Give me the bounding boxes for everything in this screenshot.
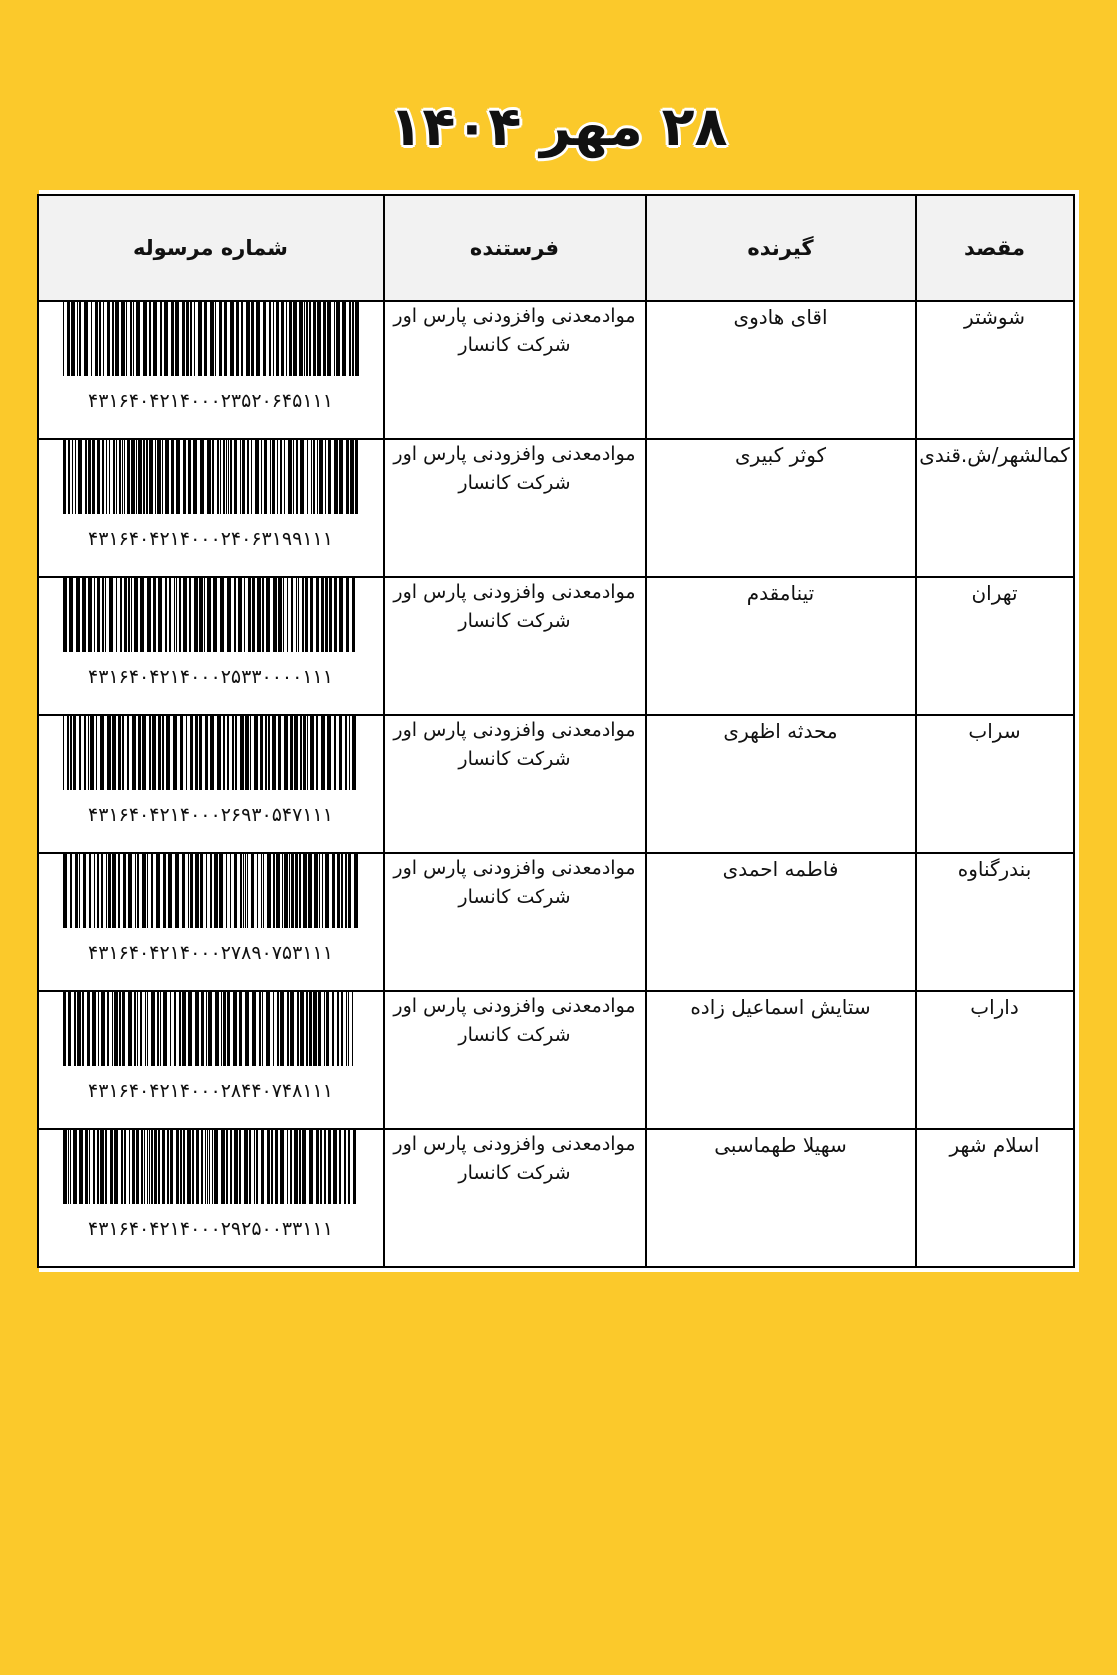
tracking-number: ۴۳۱۶۴۰۴۲۱۴۰۰۰۲۶۹۳۰۵۴۷۱۱۱: [88, 804, 333, 826]
barcode-image: [61, 1130, 361, 1204]
shipments-table-container: [39, 190, 1079, 1272]
cell-sender: موادمعدنی وافزودنی پارس اور شرکت کانسار: [384, 301, 646, 439]
table-row: [38, 439, 1074, 577]
table-row: [38, 991, 1074, 1129]
cell-sender: موادمعدنی وافزودنی پارس اور شرکت کانسار: [384, 991, 646, 1129]
tracking-number: ۴۳۱۶۴۰۴۲۱۴۰۰۰۲۳۵۲۰۶۴۵۱۱۱: [88, 390, 333, 412]
column-header-destination: مقصد: [916, 195, 1074, 301]
cell-receiver: اقای هادوی: [646, 301, 916, 439]
cell-sender: موادمعدنی وافزودنی پارس اور شرکت کانسار: [384, 853, 646, 991]
table-row: [38, 715, 1074, 853]
cell-receiver: کوثر کبیری: [646, 439, 916, 577]
cell-sender: موادمعدنی وافزودنی پارس اور شرکت کانسار: [384, 1129, 646, 1267]
table-body: [38, 301, 1074, 1267]
cell-tracking: [38, 1129, 384, 1267]
table-row: [38, 301, 1074, 439]
barcode-image: [61, 302, 361, 376]
cell-tracking: [38, 715, 384, 853]
tracking-number: ۴۳۱۶۴۰۴۲۱۴۰۰۰۲۷۸۹۰۷۵۳۱۱۱: [88, 942, 333, 964]
cell-destination: داراب: [916, 991, 1074, 1129]
table-header: [38, 195, 1074, 301]
tracking-number: ۴۳۱۶۴۰۴۲۱۴۰۰۰۲۴۰۶۳۱۹۹۱۱۱: [88, 528, 333, 550]
tracking-number: ۴۳۱۶۴۰۴۲۱۴۰۰۰۲۹۲۵۰۰۳۳۱۱۱: [88, 1218, 333, 1240]
cell-destination: اسلام شهر: [916, 1129, 1074, 1267]
cell-destination: شوشتر: [916, 301, 1074, 439]
cell-tracking: [38, 853, 384, 991]
column-header-tracking: شماره مرسوله: [38, 195, 384, 301]
cell-destination: سراب: [916, 715, 1074, 853]
barcode-image: [61, 440, 361, 514]
cell-receiver: تینامقدم: [646, 577, 916, 715]
cell-sender: موادمعدنی وافزودنی پارس اور شرکت کانسار: [384, 439, 646, 577]
cell-tracking: [38, 301, 384, 439]
barcode-image: [61, 854, 361, 928]
cell-destination: تهران: [916, 577, 1074, 715]
cell-receiver: ستایش اسماعیل زاده: [646, 991, 916, 1129]
barcode-image: [61, 716, 361, 790]
table-row: [38, 853, 1074, 991]
cell-destination: کمالشهر/ش.قندی: [916, 439, 1074, 577]
cell-tracking: [38, 577, 384, 715]
tracking-number: ۴۳۱۶۴۰۴۲۱۴۰۰۰۲۵۳۳۰۰۰۰۱۱۱: [88, 666, 333, 688]
column-header-sender: فرستنده: [384, 195, 646, 301]
cell-tracking: [38, 991, 384, 1129]
barcode-image: [61, 578, 361, 652]
page-title: ۲۸ مهر ۱۴۰۴: [389, 95, 728, 158]
cell-sender: موادمعدنی وافزودنی پارس اور شرکت کانسار: [384, 577, 646, 715]
barcode-image: [61, 992, 361, 1066]
cell-receiver: سهیلا طهماسبی: [646, 1129, 916, 1267]
tracking-number: ۴۳۱۶۴۰۴۲۱۴۰۰۰۲۸۴۴۰۷۴۸۱۱۱: [88, 1080, 333, 1102]
cell-sender: موادمعدنی وافزودنی پارس اور شرکت کانسار: [384, 715, 646, 853]
table-row: [38, 577, 1074, 715]
column-header-receiver: گیرنده: [646, 195, 916, 301]
cell-tracking: [38, 439, 384, 577]
cell-receiver: فاطمه احمدی: [646, 853, 916, 991]
table-header-row: [38, 195, 1074, 301]
cell-receiver: محدثه اظهری: [646, 715, 916, 853]
cell-destination: بندرگناوه: [916, 853, 1074, 991]
shipments-table: [37, 194, 1075, 1268]
table-row: [38, 1129, 1074, 1267]
